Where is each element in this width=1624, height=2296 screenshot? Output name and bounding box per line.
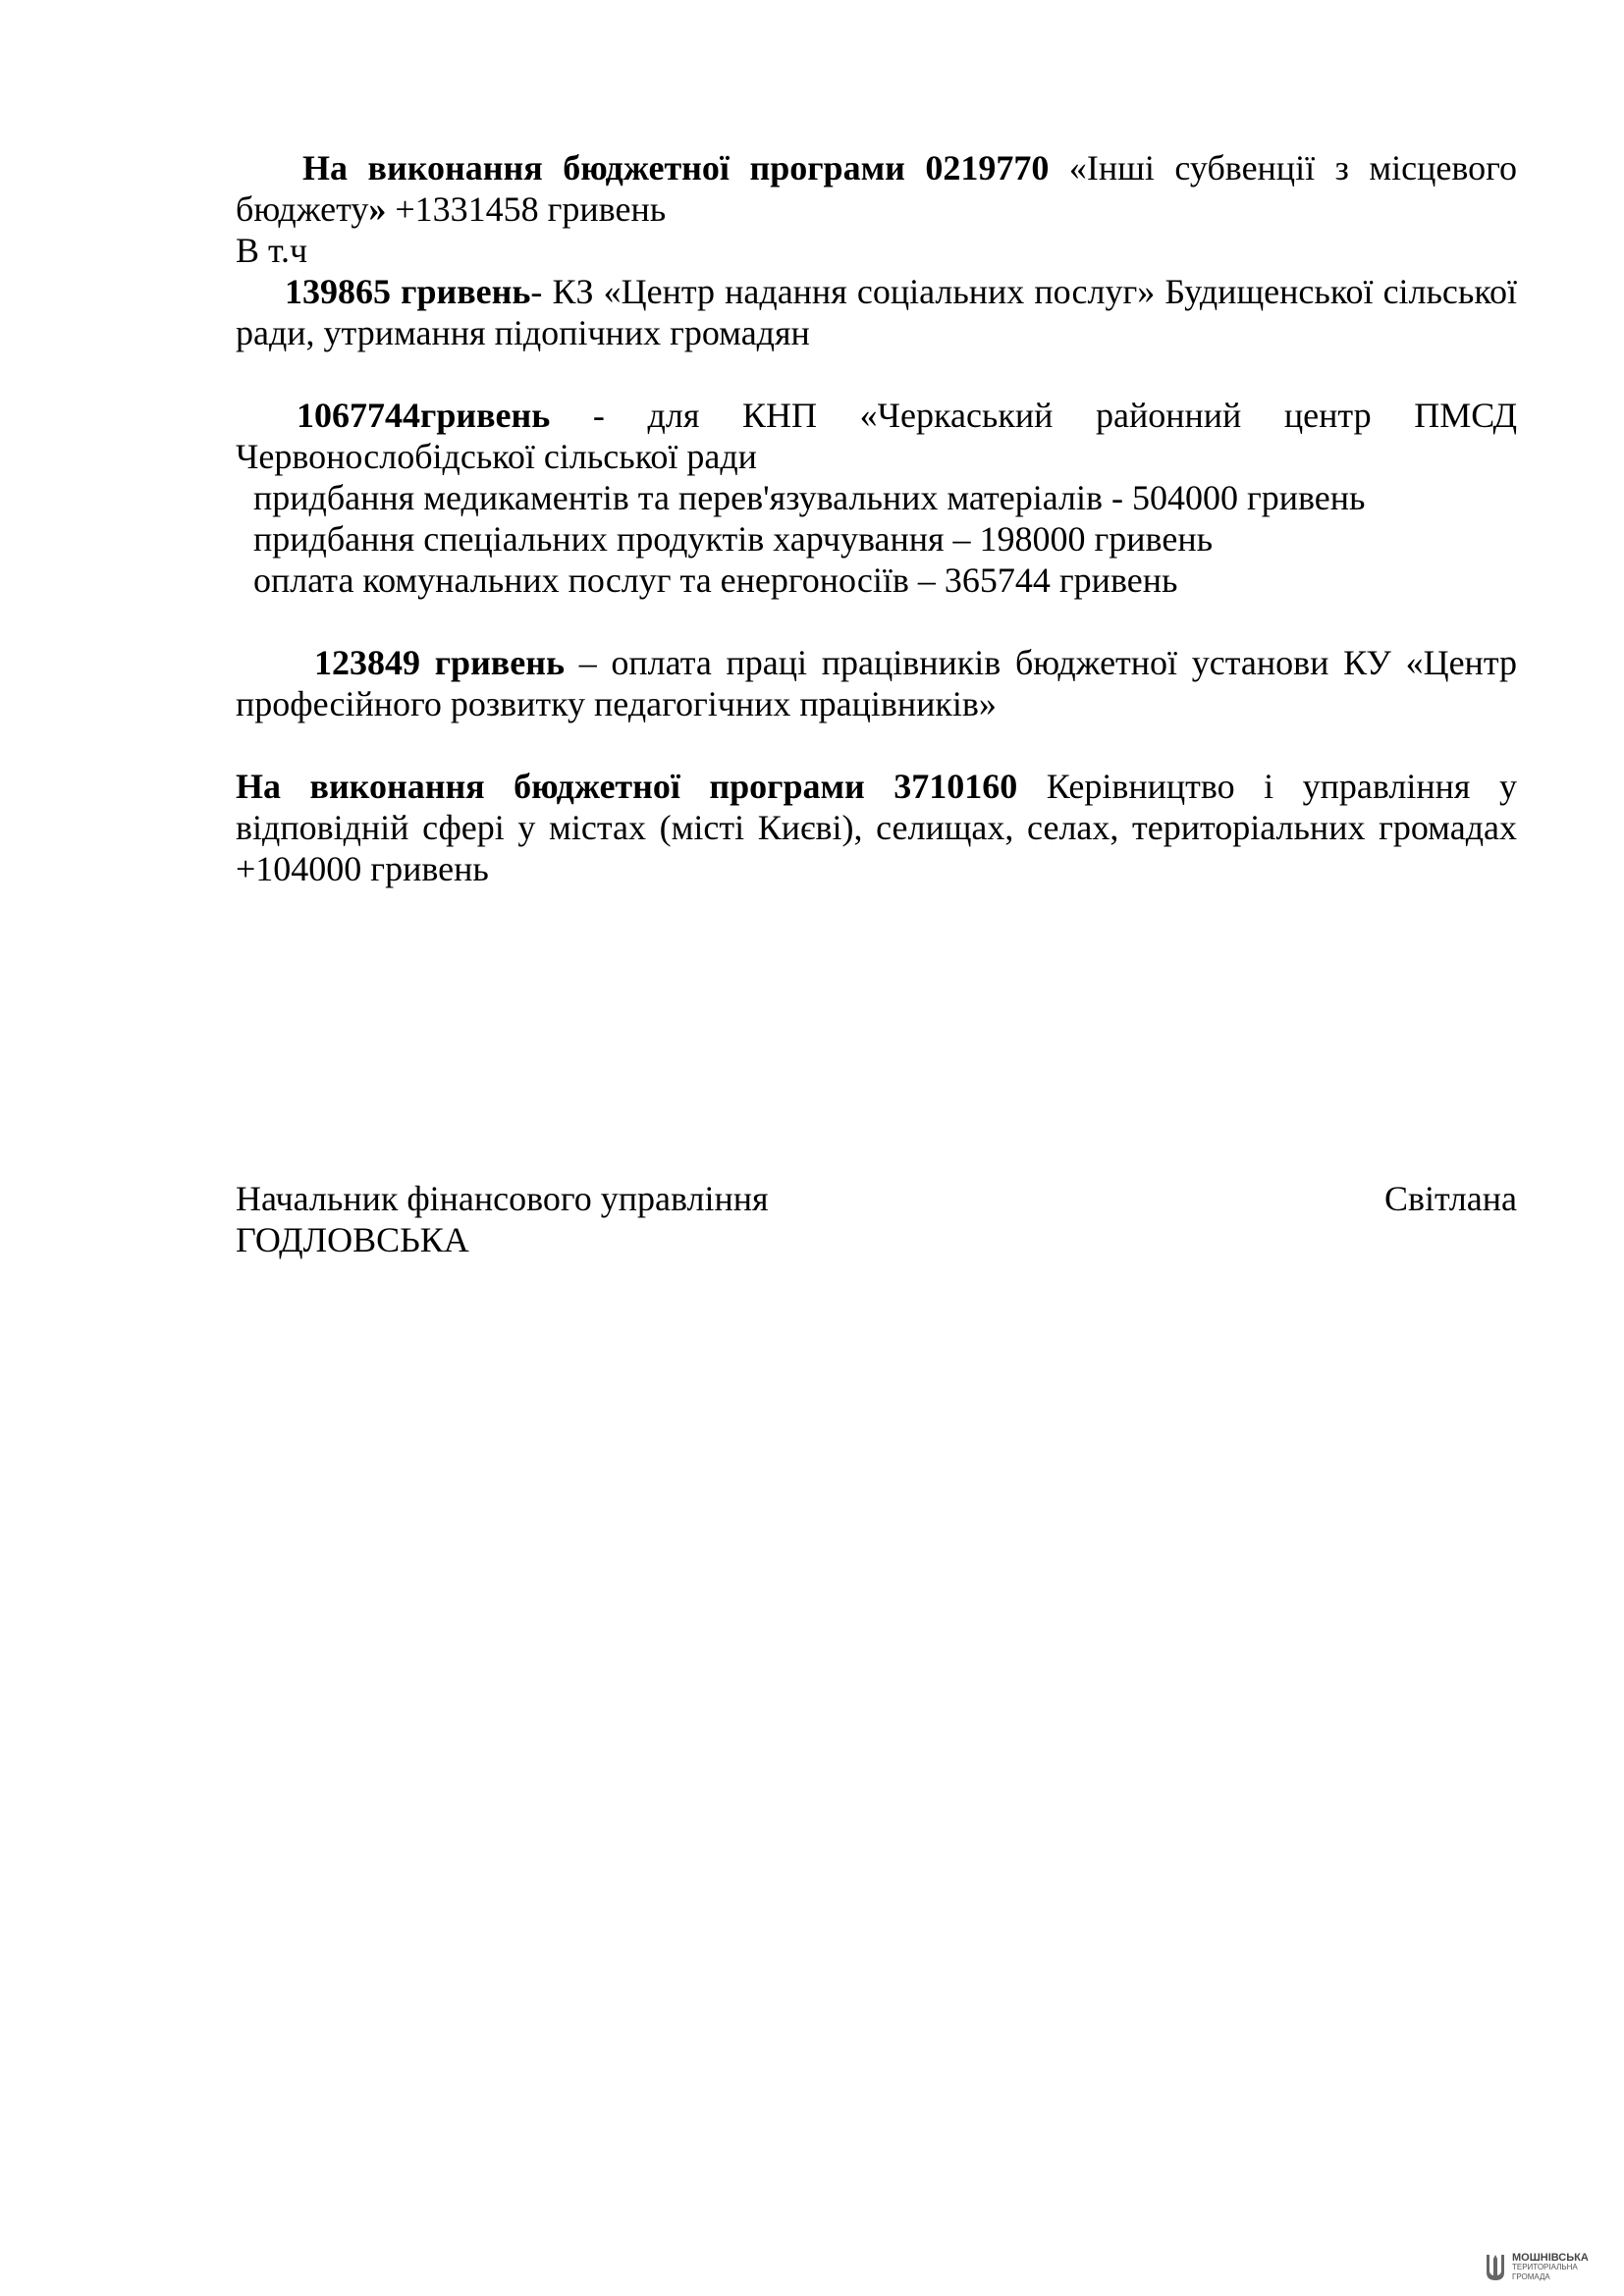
amount-description: – оплата праці працівників бюджетної установи КУ «Центр професійного розвитку педагогічних працівників» bbox=[236, 643, 1517, 723]
document-body bbox=[236, 147, 1517, 889]
trident-emblem-icon bbox=[1485, 2253, 1506, 2282]
amount-description: - для КНП «Черкаський районний центр ПМСД Червонослобідської сільської ради bbox=[236, 396, 1517, 476]
amount-bold: 1067744гривень bbox=[297, 396, 551, 435]
program-amount: +1331458 гривень bbox=[386, 189, 667, 229]
signature-block bbox=[236, 1178, 1517, 1260]
paragraph-teacher-center bbox=[236, 642, 1517, 724]
spacer bbox=[236, 724, 1517, 766]
community-watermark bbox=[1485, 2253, 1589, 2282]
amount-bold: 123849 гривень bbox=[314, 643, 566, 682]
program-description: «Інші субвенції з місцевого бюджету bbox=[236, 148, 1517, 229]
paragraph-program-0219770 bbox=[236, 147, 1517, 230]
paragraph-knp-pmsd bbox=[236, 395, 1517, 477]
spacer bbox=[236, 601, 1517, 642]
list-item-food: придбання спеціальних продуктів харчування – 198000 гривень bbox=[253, 519, 1214, 559]
program-heading: На виконання бюджетної програми 0219770 bbox=[302, 148, 1050, 187]
watermark-line2: ТЕРИТОРІАЛЬНА bbox=[1512, 2263, 1578, 2271]
paragraph-program-3710160 bbox=[236, 766, 1517, 889]
signature-first-name: Світлана bbox=[1383, 1179, 1517, 1218]
program-heading: На виконання бюджетної програми 3710160 bbox=[236, 767, 1018, 806]
spacer bbox=[236, 353, 1517, 395]
amount-bold: 139865 гривень bbox=[285, 272, 531, 311]
paragraph-including: В т.ч bbox=[236, 231, 308, 270]
watermark-line3: ГРОМАДА bbox=[1512, 2272, 1550, 2281]
list-item-medicines: придбання медикаментів та перев'язувальних матеріалів - 504000 гривень bbox=[253, 478, 1366, 517]
signature-last-name: ГОДЛОВСЬКА bbox=[236, 1220, 469, 1259]
program-description: Керівництво і управління у відповідній сфері у містах (місті Києві), селищах, селах, територіальних громадах +104000 гривень bbox=[236, 767, 1517, 888]
list-item-utilities: оплата комунальних послуг та енергоносіїв – 365744 гривень bbox=[253, 561, 1178, 600]
amount-description: - КЗ «Центр надання соціальних послуг» Будищенської сільської ради, утримання підопічних громадян bbox=[236, 272, 1517, 352]
paragraph-social-services bbox=[236, 271, 1517, 353]
watermark-line1: МОШНІВСЬКА bbox=[1512, 2252, 1589, 2264]
signature-position: Начальник фінансового управління bbox=[236, 1179, 769, 1218]
closing-quote: » bbox=[368, 189, 387, 229]
